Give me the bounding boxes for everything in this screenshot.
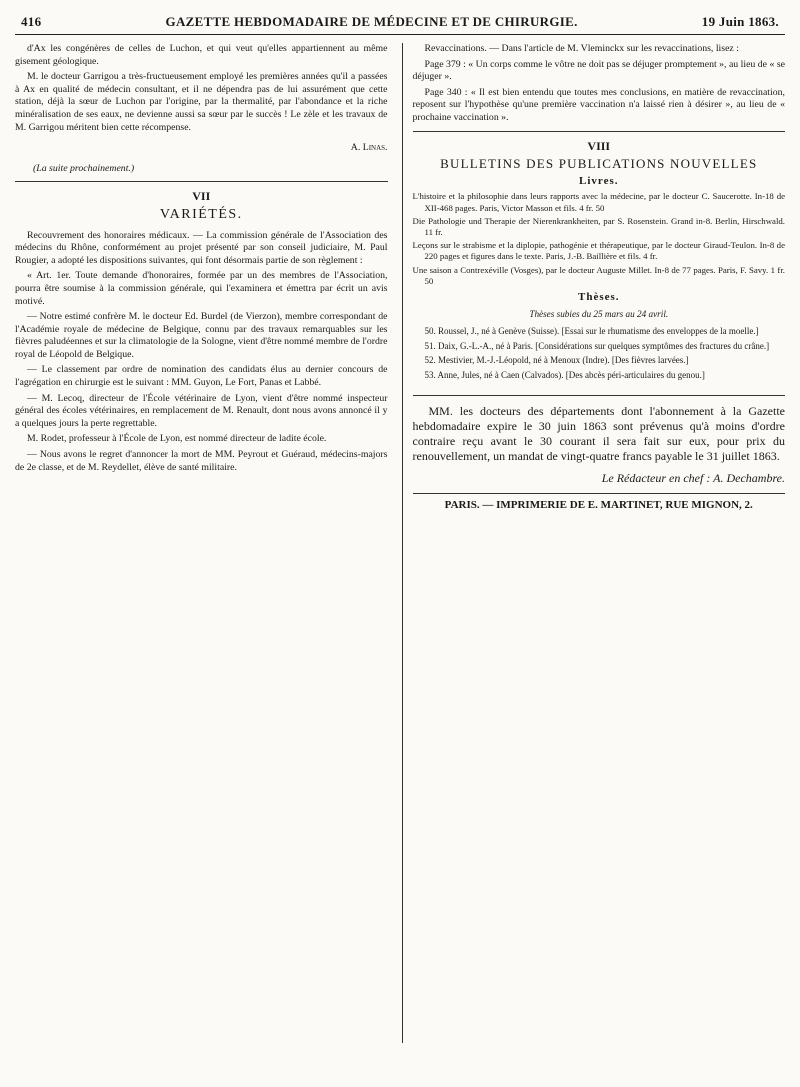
section-number: VIII: [587, 138, 611, 153]
article-paragraph: — Notre estimé confrère M. le docteur Ed. Burdel (de Vierzon), membre correspondant de l'Académie royale de médecine de Belgique, connu par des travaux remarquables sur les fièvres paludéennes et sur la climatologie de la Sologne, vient d'être nommé membre de l'ordre royal de Léopold de Belgique.: [15, 311, 388, 360]
right-column: [402, 43, 786, 1043]
page-number: 416: [21, 14, 42, 29]
thesis-entry: 50. Roussel, J., né à Genève (Suisse). [Essai sur le rhumatisme des enveloppes de la moelle.]: [424, 326, 759, 337]
thesis-entry: 51. Daix, G.-L.-A., né à Paris. [Considérations sur quelques symptômes des fractures du crâne.]: [424, 340, 770, 351]
revacc-paragraph: Revaccinations. — Dans l'article de M. Vleminckx sur les revaccinations, lisez :: [424, 43, 739, 54]
running-head: [15, 14, 785, 35]
intro-paragraph: d'Ax les congénères de celles de Luchon, et qui veut qu'elles appartiennent au même gisement géologique.: [15, 43, 388, 67]
book-entry: L'histoire et la philosophie dans leurs rapports avec la médecine, par le docteur C. Saucerotte. In-18 de XII-468 pages. Paris, Victor Masson et fils. 4 fr. 50: [412, 191, 785, 213]
section-number: VII: [192, 189, 211, 204]
notice-text: MM. les docteurs des départements dont l'abonnement à la Gazette hebdomadaire expire le 30 juin 1863 sont prévenus qu'à moins d'ordre contraire reçu avant le 30 courant il sera fait sur eux, pour prix du renouvellement, un mandat de vingt-quatre francs payable le 31 juillet 1863.: [412, 404, 785, 464]
author-signature: A. Linas.: [350, 142, 388, 154]
article-paragraph: M. Rodet, professeur à l'École de Lyon, est nommé directeur de ladite école.: [27, 433, 327, 445]
revacc-paragraph: Page 340 : « Il est bien entendu que toutes mes conclusions, en matière de revaccination, reposent sur l'hypothèse qu'une première vaccination n'a laissé rien à désirer », au lieu de « prochaine vaccination ».: [412, 86, 785, 123]
thesis-entry: 52. Mestivier, M.-J.-Léopold, né à Menoux (Indre). [Des fièvres larvées.]: [424, 355, 689, 366]
subscription-notice: [413, 395, 786, 464]
editor-signature: Le Rédacteur en chef : A. Dechambre.: [601, 471, 785, 486]
intro-paragraph: M. le docteur Garrigou a très-fructueusement employé les premières années qu'il a passées à Ax en qualité de médecin consultant, et il ne dépendra pas de lui assurément que cette station, déjà la sœur de Luchon par l'origine, par la thermalité, par l'abondance et la riche minéralisation de ses eaux, ne devienne aussi sa sœur par le succès ! Le zèle et les travaux de M. Garrigou méritent bien cette récompense.: [15, 71, 388, 133]
section-divider: [15, 181, 388, 182]
left-column: [15, 43, 388, 1043]
subsection-title: Thèses.: [577, 290, 620, 303]
section-title: BULLETINS DES PUBLICATIONS NOUVELLES: [440, 156, 758, 172]
article-paragraph: — Le classement par ordre de nomination des candidats élus au dernier concours de l'agrégation en chirurgie est le suivant : MM. Guyon, Le Fort, Panas et Labbé.: [15, 364, 388, 389]
page: [15, 0, 785, 1074]
article-paragraph: Recouvrement des honoraires médicaux. — La commission générale de l'Association des médecins du Rhône, conformément au projet présenté par son conseil judiciaire, M. Paul Rougier, a adopté les dispositions suivantes, qui font désormais partie de son règlement :: [15, 229, 388, 266]
subsection-title: Livres.: [579, 174, 619, 187]
issue-date: 19 Juin 1863.: [701, 14, 779, 29]
book-entry: Die Pathologie und Therapie der Nierenkrankheiten, par S. Rosenstein. Grand in-8. Berlin, Hirschwald. 11 fr.: [412, 215, 785, 237]
journal-title: GAZETTE HEBDOMADAIRE DE MÉDECINE ET DE CHIRURGIE.: [165, 14, 578, 29]
article-paragraph: — Nous avons le regret d'annoncer la mort de MM. Peyrout et Guéraud, médecins-majors de 2e classe, et de M. Reydellet, élève de santé militaire.: [15, 449, 388, 473]
book-entry: Leçons sur le strabisme et la diplopie, pathogénie et thérapeutique, par le docteur Giraud-Teulon. In-8 de 220 pages et figures dans le texte. Paris, J.-B. Baillière et fils. 4 fr.: [412, 240, 785, 262]
section-divider: [413, 131, 786, 132]
article-paragraph: « Art. 1er. Toute demande d'honoraires, formée par un des membres de l'Association, pourra être soumise à la commission générale, qui l'examinera et émettra par écrit un avis motivé.: [15, 270, 388, 307]
section-title: VARIÉTÉS.: [159, 206, 243, 222]
book-entry: Une saison a Contrexéville (Vosges), par le docteur Auguste Millet. In-8 de 77 pages. Paris, F. Savy. 1 fr. 50: [412, 264, 785, 286]
printer-line: PARIS. — IMPRIMERIE DE E. MARTINET, RUE MIGNON, 2.: [413, 493, 786, 512]
theses-date: Thèses subies du 25 mars au 24 avril.: [529, 308, 669, 319]
revacc-paragraph: Page 379 : « Un corps comme le vôtre ne doit pas se déjuger promptement », au lieu de « se déjuger ».: [412, 58, 785, 83]
article-paragraph: — M. Lecoq, directeur de l'École vétérinaire de Lyon, vient d'être nommé inspecteur général des écoles vétérinaires, en remplacement de M. Renault, dont nous avons annoncé il y a quelques jours la perte regrettable.: [15, 392, 388, 429]
thesis-entry: 53. Anne, Jules, né à Caen (Calvados). [Des abcès péri-articulaires du genou.]: [424, 369, 705, 380]
continuation-note: (La suite prochainement.): [33, 162, 135, 174]
